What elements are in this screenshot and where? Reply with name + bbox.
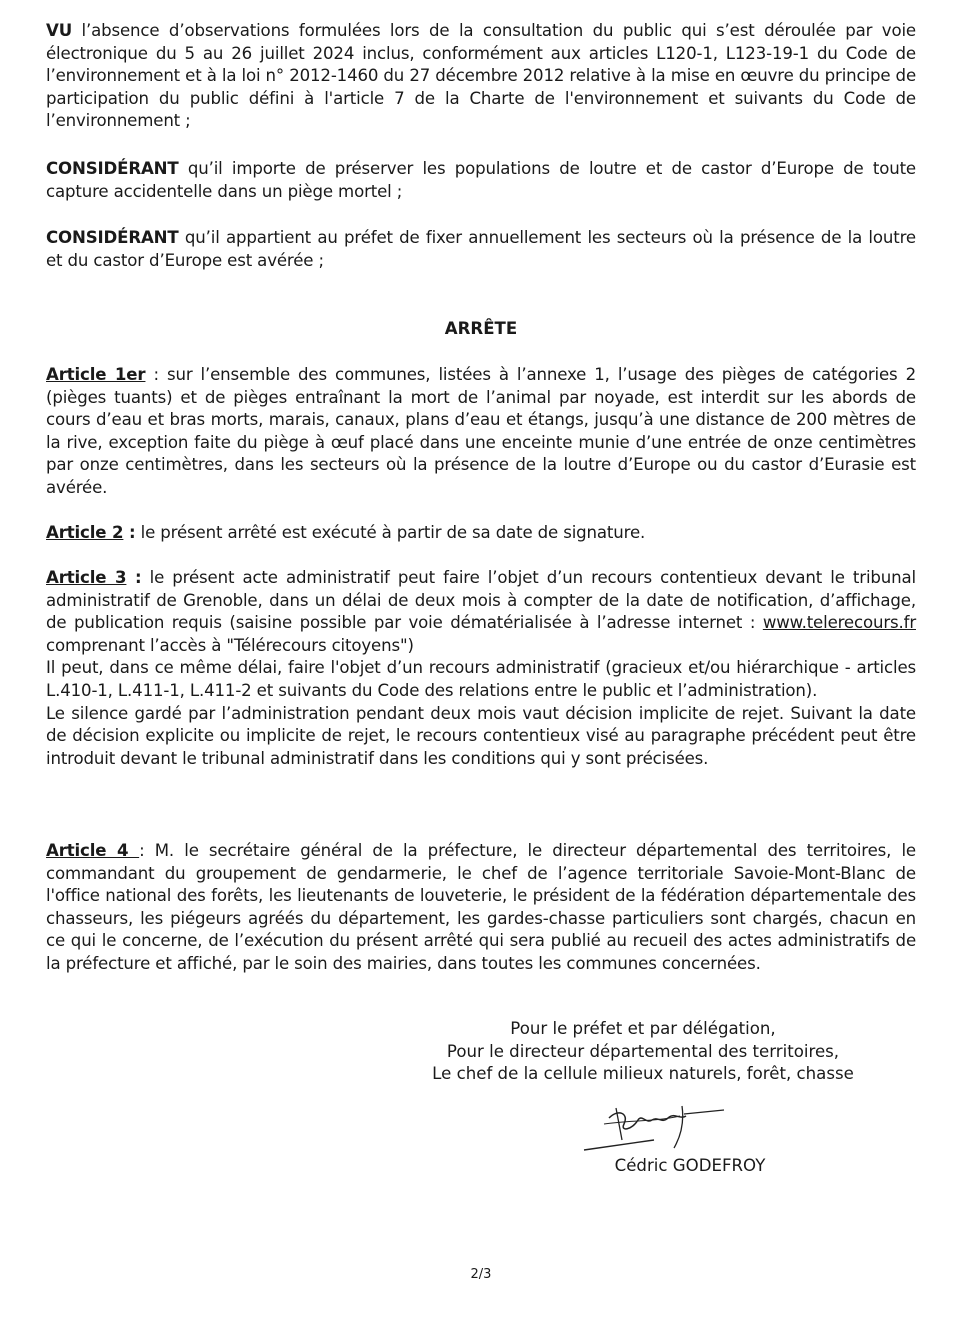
considerant-label-1: CONSIDÉRANT <box>46 159 179 178</box>
handwritten-signature <box>534 1090 734 1160</box>
signature-line-1: Pour le préfet et par délégation, <box>510 1019 776 1038</box>
considerant-paragraph-2 <box>46 227 916 272</box>
article-3-label: Article 3 <box>46 568 127 587</box>
considerant-text-2: qu’il appartient au préfet de fixer annuellement les secteurs où la présence de la loutre et du castor d’Europe est avérée ; <box>46 228 916 270</box>
article-3-paragraph-3: Le silence gardé par l’administration pendant deux mois vaut décision implicite de rejet. Suivant la date de décision explicite ou implicite de rejet, le recours contentieux visé au paragraphe précédent peut être introduit devant le tribunal administratif dans les conditions qui y sont précisées. <box>46 703 916 768</box>
considerant-text-1: qu’il importe de préserver les populations de loutre et de castor d’Europe de toute capture accidentelle dans un piège mortel ; <box>46 159 916 201</box>
vu-label: VU <box>46 21 73 40</box>
article-4-text: : M. le secrétaire général de la préfecture, le directeur départemental des territoires, le commandant du groupement de gendarmerie, le chef de l’agence territoriale Savoie-Mont-Blanc de l'office national des forêts, les lieutenants de louveterie, le président de la fédération départementale des chasseurs, les piégeurs agréés du département, les gardes-chasse particuliers sont chargés, chacun en ce qui le concerne, de l’exécution du présent arrêté qui sera publié au recueil des actes administratifs de la préfecture et affiché, par le soin des mairies, dans toutes les communes concernées. <box>46 841 916 973</box>
page-number: 2/3 <box>470 1267 492 1282</box>
considerant-paragraph-1 <box>46 158 916 203</box>
article-1-text: : sur l’ensemble des communes, listées à l’annexe 1, l’usage des pièges de catégories 2 (pièges tuants) et de pièges entraînant la mort de l’animal par noyade, est interdit sur les abords de cours d’eau et bras morts, marais, canaux, plans d’eau et étangs, jusqu’à une distance de 200 mètres de la rive, exception faite du piège à œuf placé dans une enceinte munie d’une entrée de onze centimètres par onze centimètres, dans les secteurs où la présence de la loutre d’Europe ou du castor d’Eurasie est avérée. <box>46 365 916 497</box>
article-1-label: Article 1er <box>46 365 146 384</box>
considerant-label-2: CONSIDÉRANT <box>46 228 179 247</box>
article-4-paragraph <box>46 840 916 976</box>
vu-paragraph <box>46 20 916 133</box>
signer-name: Cédric GODEFROY <box>614 1156 766 1175</box>
article-1-paragraph <box>46 364 916 500</box>
document-page <box>46 0 916 1338</box>
signature-line-2: Pour le directeur départemental des territoires, <box>446 1041 840 1061</box>
signature-line-3: Le chef de la cellule milieux naturels, forêt, chasse <box>432 1064 854 1084</box>
article-2-paragraph <box>46 522 916 545</box>
article-2-colon: : <box>123 523 136 542</box>
article-3-paragraph-2: Il peut, dans ce même délai, faire l'objet d’un recours administratif (gracieux et/ou hiérarchique - articles L.410-1, L.411-1, L.411-2 et suivants du Code des relations entre le public et l’administration). <box>46 658 916 700</box>
article-4-label: Article 4 <box>46 841 140 860</box>
telerecours-link[interactable]: www.telerecours.fr <box>762 613 916 633</box>
article-3-text-after-link: comprenant l’accès à "Télérecours citoyens") <box>46 635 414 655</box>
signature-block <box>418 1018 868 1086</box>
article-3-line-1 <box>46 567 916 657</box>
article-3-colon: : <box>126 568 142 587</box>
arrete-title: ARRÊTE <box>444 319 518 338</box>
vu-text: l’absence d’observations formulées lors de la consultation du public qui s’est déroulée par voie électronique du 5 au 26 juillet 2024 inclus, conformément aux articles L120-1, L123-19-1 du Code de l’environnement et à la loi n° 2012-1460 du 27 décembre 2012 relative à la mise en œuvre du principe de participation du public défini à l'article 7 de la Charte de l'environnement et suivants du Code de l’environnement ; <box>46 21 916 131</box>
article-2-text: le présent arrêté est exécuté à partir de sa date de signature. <box>135 523 646 542</box>
article-3-paragraph <box>46 567 916 770</box>
article-3-text: le présent acte administratif peut faire l’objet d’un recours contentieux devant le tribunal administratif de Grenoble, dans un délai de deux mois à compter de la date de notification, d’affichage, de publication requis (saisine possible par voie dématérialisée à l’adresse internet : <box>46 568 916 633</box>
article-2-label: Article 2 <box>46 523 124 542</box>
